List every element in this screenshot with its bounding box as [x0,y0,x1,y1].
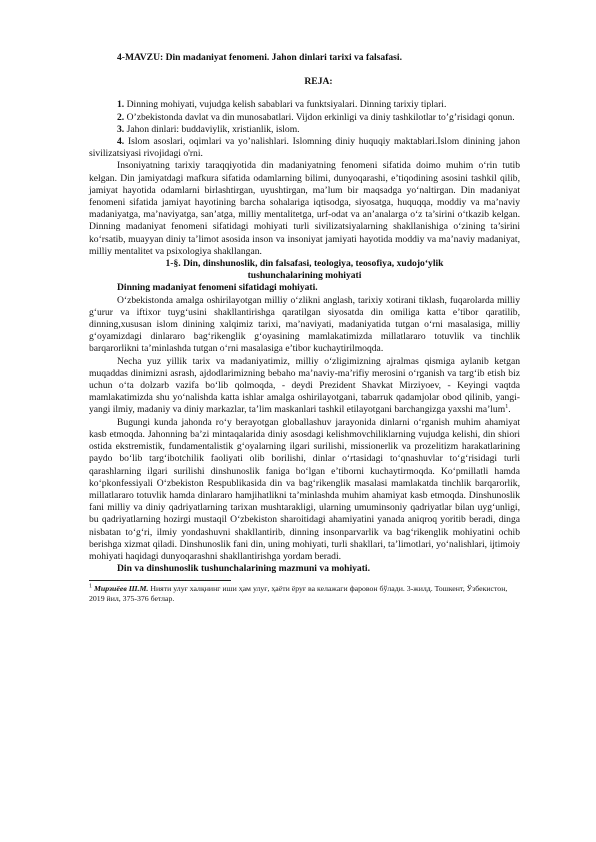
subheading-2: Din va dinshunoslik tushunchalarining mazmuni va mohiyati. [117,563,370,575]
section-heading-line-1: 1-§. Din, dinshunoslik, din falsafasi, teologiya, teosofiya, xudojo‘ylik [165,258,444,270]
plan-item-number: 4. [117,136,125,148]
footnote-ref-link[interactable]: 1 [505,404,509,411]
footnote [89,584,520,604]
body-paragraph-3: Bugungi kunda jahonda ro‘y berayotgan globallashuv jarayonida dinlarni o‘rganish muhim ahamiyat kasb etmoqda. Jahonning ba’zi mintaqalarida diniy asosdagi kelishmovchiliklarning vujudga kelishi, din shiori ostida ekstremistik, fundamentalistik g‘oyalarning ilgari surilishi, missionerlik va prozelitizm harakatlarining paydo bo‘lib targ‘ibotchilik faoliyati olib borilishi, dinlar o‘rtasidagi to‘qnashuvlar to‘g‘risidagi turli qarashlarning ilgari surilishi dinshunoslik faniga bo‘lgan e’tiborni kuchaytirmoqda. Ko‘pmillatli hamda ko‘pkonfessiyali O‘zbekiston Respublikasida din va bag‘rikenglik masalasi mamlakatda tinchlik barqarorlik, millatlararo totuvlik hamda dinlararo hamjihatlikni ta’minlashda muhim ahamiyat kasb etmoqda. Dinshunoslik fani milliy va diniy qadriyatlarning tarixan mushtarakligi, ularning umuminsoniy qadriyatlar bilan uyg‘unligi, bu qadriyatlarning hozirgi mustaqil O‘zbekiston sharoitidagi ahamiyatini yanada aniqroq yoritib beradi, dinga nisbatan to‘g‘ri, ilmiy yondashuvni shakllantirib, dinning insonparvarlik va bag‘rikenglik mohiyatini ochib berishga xizmat qiladi. Dinshunoslik fani din, uning mohiyati, turli shakllari, ta’limotlari, yo‘nalishlari, ijtimoiy mohiyati haqidagi dunyoqarashni shakllantirishga yordam beradi. [89,416,520,562]
plan-item-text: Jahon dinlari: buddaviylik, xristianlik, islom. [126,123,300,135]
page-content [89,52,520,604]
plan-item-number: 1. [117,99,125,111]
plan-heading: REJA: [304,76,333,88]
footnote-author: Мирзиёев Ш.М. [93,584,149,594]
page-title: 4-MAVZU: Din madaniyat fenomeni. Jahon dinlari tarixi va falsafasi. [117,52,402,63]
footnote-divider [89,580,231,581]
plan-item-number: 2. [117,111,125,123]
footnote-text: Нияти улуғ халқнинг иши ҳам улуғ, ҳаёти ёруғ ва келажаги фаровон бўлади. 3-жилд. Тошкент, Ўзбекистон, 2019 йил, 375-376 бетлар. [89,584,508,604]
intro-paragraph: Insoniyatning tarixiy taraqqiyotida din madaniyatning fenomeni sifatida doimo muhim o‘rin tutib kelgan. Din jamiyatdagi mafkura sifatida odamlarning bilimi, dunyoqarashi, e’tiqodining asosini tashkil qilib, jamiyat hayotida odamlarni birlashtirgan, uyushtirgan, ma’lum bir maqsadga yo‘naltirgan. Din madaniyat fenomeni sifatida jamiyat hayotining barcha sohalariga iqtisodga, siyosatga, huquqqa, moddiy va ma’naviy madaniyatga, ma’naviyatga, san’atga, milliy mentalitetga, urf-odat va an’analarga o‘z ta’sirini o‘tkazib kelgan. Dinning madaniyat fenomeni sifatidagi mohiyati turli sivilizatsiyalarning shakllanishiga o‘zining ta’sirini ko‘rsatib, muayyan diniy ta’limot asosida inson va insoniyat jamiyati hayotida moddiy va ma’naviy madaniyat, milliy mentalitet va psixologiya shakllangan. [89,160,520,257]
plan-item [89,136,520,160]
plan-item [89,124,520,136]
plan-item [89,112,520,124]
body-paragraph-2-text: Necha yuz yillik tarix va madaniyatimiz, milliy o‘zligimizning ajralmas qismiga aylanib ketgan muqaddas dinimizni asrash, ajdodlarimizning bebaho ma’naviy-ma’rifiy merosini o‘rganish va targ‘ib etish biz uchun o‘ta dolzarb vazifa bo‘lib qolmoqda, - deydi Prezident Shavkat Mirziyoev, - Keyingi vaqtda mamlakatimizda shu yo‘nalishda katta ishlar amalga oshirilayotgani, tabarruk qadamjolar obod qilinib, yangi-yangi ilmiy, madaniy va diniy markazlar, ta’lim maskanlari tashkil etilayotgani barchangizga yaxshi ma’lum [89,355,520,416]
plan-item [89,99,520,111]
plan-item-text: Dinning mohiyati, vujudga kelish sabablari va funktsiyalari. Dinning tarixiy tiplari. [126,99,447,111]
section-heading-line-2: tushunchalarining mohiyati [247,270,362,282]
footnote-mark: 1 [89,583,92,590]
plan-item-number: 3. [117,123,125,135]
section-heading [89,258,520,282]
plan-item-text: Islom asoslari, oqimlari va yo’nalishlari. Islomning diniy huquqiy maktablari.Islom dinining jahon sivilizatsiyasi rivojidagi o'rni. [89,136,520,160]
subheading-1: Dinning madaniyat fenomeni sifatidagi mohiyati. [117,282,318,294]
body-paragraph-1: O‘zbekistonda amalga oshirilayotgan milliy o‘zlikni anglash, tarixiy xotirani tiklash, fuqarolarda milliy g‘urur va iftixor tuyg‘usini shakllantirishga qaratilgan siyosatda din omiliga katta e’tibor qaratilib, dinning,xususan islom dinining xalqimiz tarixi, ma’naviyati, madaniyatida tutgan o‘rni masalasiga, milliy g‘oyamizdagi dinlararo bag‘rikenglik g‘oyasining mamlakatimizda millatlararo totuvlik va tinchlik barqarorlikni ta’minlashda tutgan o‘rni masalasiga e’tibor kuchaytirilmoqda. [89,294,520,355]
body-paragraph-2: Necha yuz yillik tarix va madaniyatimiz, milliy o‘zligimizning ajralmas qismiga aylanib ketgan muqaddas dinimizni asrash, ajdodlarimizning bebaho ma’naviy-ma’rifiy merosini o‘rganish va targ‘ib etish biz uchun o‘ta dolzarb vazifa bo‘lib qolmoqda, - deydi Prezident Shavkat Mirziyoev, - Keyingi vaqtda mamlakatimizda shu yo‘nalishda katta ishlar amalga oshirilayotgani, tabarruk qadamjolar obod qilinib, yangi-yangi ilmiy, madaniy va diniy markazlar, ta’lim maskanlari tashkil etilayotgani barchangizga yaxshi ma’lum$^1$. [89,355,520,416]
plan-item-text: O’zbekistonda davlat va din munosabatlari. Vijdon erkinligi va diniy tashkilotlar to’g’risidagi qonun. [126,111,515,123]
